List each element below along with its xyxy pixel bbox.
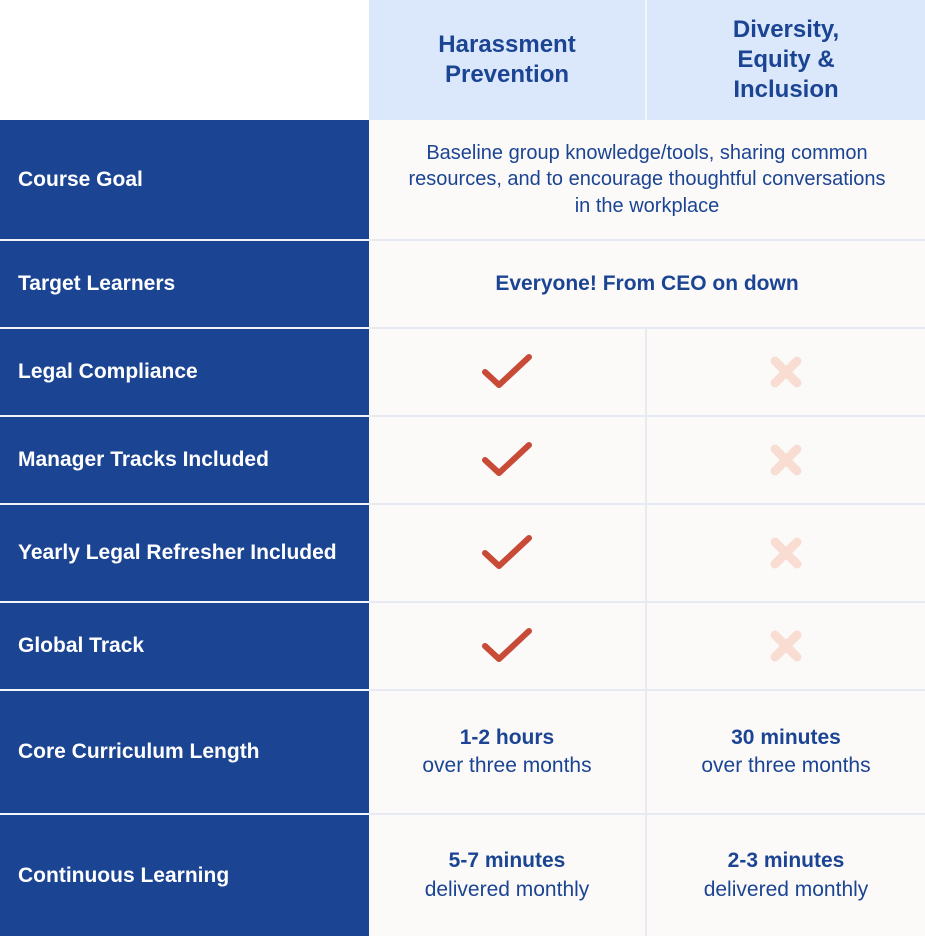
- cross-icon: [769, 629, 803, 663]
- cross-icon: [769, 355, 803, 389]
- column-header-dei-text: Diversity, Equity & Inclusion: [732, 16, 840, 103]
- global-track-harassment: [369, 603, 647, 691]
- continuous-learning-harassment-sub: delivered monthly: [424, 877, 590, 901]
- continuous-learning-dei-main: 2-3 minutes: [727, 849, 845, 873]
- core-curriculum-harassment-main: 1-2 hours: [459, 725, 555, 749]
- core-curriculum-dei: [647, 691, 925, 815]
- legal-compliance-harassment: [369, 329, 647, 417]
- legal-compliance-dei: [647, 329, 925, 417]
- row-header-legal-compliance: Legal Compliance: [0, 329, 369, 417]
- check-icon: [481, 440, 533, 480]
- row-header-global-track: Global Track: [0, 603, 369, 691]
- continuous-learning-harassment: [369, 815, 647, 936]
- row-header-core-curriculum: Core Curriculum Length: [0, 691, 369, 815]
- row-header-target-learners: Target Learners: [0, 241, 369, 329]
- target-learners-value: Everyone! From CEO on down: [369, 241, 925, 329]
- core-curriculum-harassment-sub: over three months: [422, 754, 592, 777]
- global-track-dei: [647, 603, 925, 691]
- continuous-learning-dei: [647, 815, 925, 936]
- manager-tracks-dei: [647, 417, 925, 505]
- manager-tracks-harassment: [369, 417, 647, 505]
- column-header-harassment-prevention: Harassment Prevention: [369, 0, 647, 120]
- core-curriculum-dei-main: 30 minutes: [731, 725, 841, 749]
- row-header-course-goal: Course Goal: [0, 120, 369, 241]
- row-header-continuous-learning: Continuous Learning: [0, 815, 369, 936]
- cross-icon: [769, 443, 803, 477]
- core-curriculum-harassment: [369, 691, 647, 815]
- check-icon: [481, 626, 533, 666]
- course-goal-value: Baseline group knowledge/tools, sharing common resources, and to encourage thoughtful conversations in the workplace: [369, 120, 925, 241]
- row-header-manager-tracks: Manager Tracks Included: [0, 417, 369, 505]
- row-header-yearly-refresher: Yearly Legal Refresher Included: [0, 505, 369, 603]
- check-icon: [481, 352, 533, 392]
- cross-icon: [769, 536, 803, 570]
- core-curriculum-dei-sub: over three months: [701, 754, 871, 777]
- continuous-learning-dei-sub: delivered monthly: [703, 877, 869, 901]
- column-header-diversity-equity-inclusion: [647, 0, 925, 120]
- continuous-learning-harassment-main: 5-7 minutes: [448, 849, 566, 873]
- check-icon: [481, 533, 533, 573]
- yearly-refresher-harassment: [369, 505, 647, 603]
- yearly-refresher-dei: [647, 505, 925, 603]
- table-corner: [0, 0, 369, 120]
